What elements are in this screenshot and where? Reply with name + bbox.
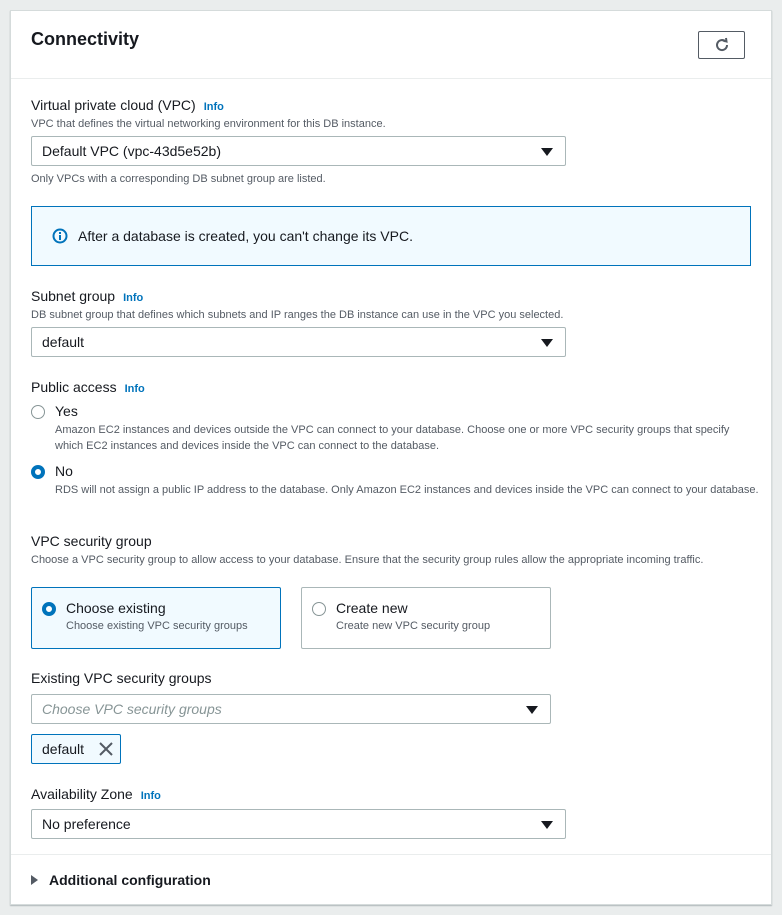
refresh-button[interactable]: [698, 31, 745, 59]
panel-header: [11, 11, 771, 79]
subnet-label-row: [31, 288, 143, 306]
security-group-token: [31, 734, 121, 764]
create-new-description: Create new VPC security group: [336, 620, 491, 632]
subnet-info-link[interactable]: Info: [123, 292, 144, 304]
connectivity-panel: [10, 10, 772, 905]
subnet-label: Subnet group: [31, 288, 116, 304]
choose-existing-description: Choose existing VPC security groups: [66, 620, 248, 632]
vpc-label: Virtual private cloud (VPC): [31, 97, 196, 113]
subnet-select[interactable]: [31, 327, 566, 357]
existing-groups-label: Existing VPC security groups: [31, 670, 212, 686]
vpc-alert: [31, 206, 751, 266]
tile-choose-existing[interactable]: [31, 587, 281, 649]
public-access-yes-description: Amazon EC2 instances and devices outside the VPC can connect to your database. Choose one or more VPC security groups that specify which EC2 instances and devices inside the VPC can connect to the database.: [55, 424, 730, 452]
public-access-no-radio[interactable]: [31, 465, 45, 479]
security-group-description: Choose a VPC security group to allow access to your database. Ensure that the security group rules allow the appropriate incoming traffic.: [31, 554, 704, 566]
vpc-description: VPC that defines the virtual networking environment for this DB instance.: [31, 118, 386, 130]
public-access-info-link[interactable]: Info: [124, 383, 145, 395]
additional-config-label: Additional configuration: [49, 872, 211, 888]
token-label: default: [42, 741, 85, 757]
public-access-label: Public access: [31, 379, 117, 395]
vpc-select[interactable]: [31, 136, 566, 166]
existing-groups-select[interactable]: [31, 694, 551, 724]
subnet-select-value: default: [42, 334, 85, 350]
existing-groups-placeholder: Choose VPC security groups: [42, 701, 222, 717]
refresh-icon: [714, 37, 730, 53]
subnet-description: DB subnet group that defines which subnets and IP ranges the DB instance can use in the VPC you selected.: [31, 309, 564, 321]
vpc-hint: Only VPCs with a corresponding DB subnet group are listed.: [31, 173, 326, 185]
caret-down-icon: [541, 821, 553, 829]
az-info-link[interactable]: Info: [140, 790, 161, 802]
vpc-label-row: [31, 97, 224, 115]
choose-existing-title: Choose existing: [66, 600, 166, 616]
az-label-row: [31, 786, 161, 804]
caret-down-icon: [541, 339, 553, 347]
caret-right-icon: [31, 875, 38, 885]
public-access-no-description: RDS will not assign a public IP address to the database. Only Amazon EC2 instances and devices inside the VPC can connect to your database.: [55, 484, 759, 496]
create-new-radio[interactable]: [312, 602, 326, 616]
vpc-select-value: Default VPC (vpc-43d5e52b): [42, 143, 221, 159]
additional-config-section: [11, 854, 771, 904]
caret-down-icon: [526, 706, 538, 714]
public-access-yes-label[interactable]: Yes: [55, 403, 78, 419]
az-select[interactable]: [31, 809, 566, 839]
security-group-label: VPC security group: [31, 533, 152, 549]
vpc-info-link[interactable]: Info: [203, 101, 224, 113]
additional-config-expander[interactable]: [31, 872, 211, 888]
az-label: Availability Zone: [31, 786, 133, 802]
create-new-title: Create new: [336, 600, 408, 616]
alert-text: After a database is created, you can't change its VPC.: [78, 228, 413, 244]
choose-existing-radio[interactable]: [42, 602, 56, 616]
tile-create-new[interactable]: [301, 587, 551, 649]
public-access-label-row: [31, 379, 145, 397]
info-circle-icon: [52, 228, 68, 244]
public-access-no-label[interactable]: No: [55, 463, 73, 479]
az-select-value: No preference: [42, 816, 131, 832]
public-access-yes-radio[interactable]: [31, 405, 45, 419]
caret-down-icon: [541, 148, 553, 156]
close-icon[interactable]: [98, 741, 114, 757]
panel-title: Connectivity: [31, 29, 140, 49]
